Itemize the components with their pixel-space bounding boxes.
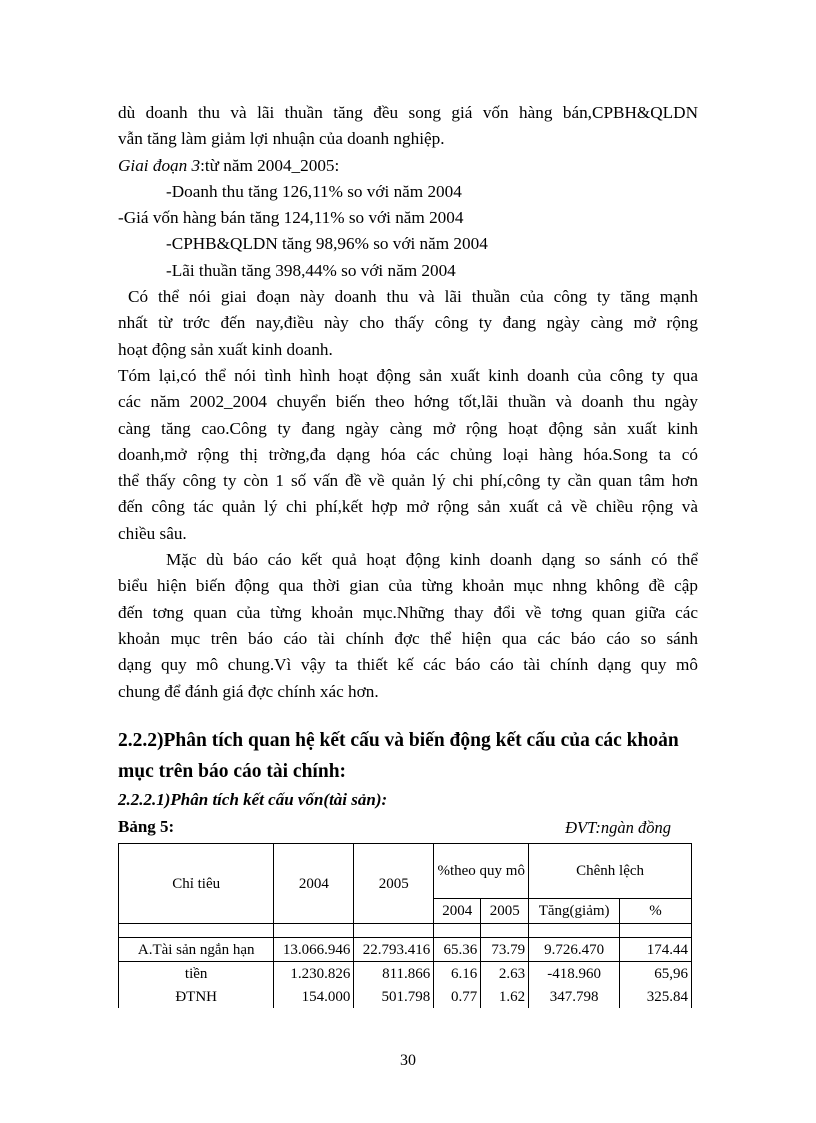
asset-structure-table (118, 843, 692, 1008)
page-number: 30 (400, 1052, 416, 1069)
stage3-item: -Lãi thuần tăng 398,44% so với năm 2004 (166, 260, 456, 280)
stage3-heading (118, 153, 698, 179)
text-line: càng tăng cao.Công ty đang ngày càng mở rộng hoạt động sản xuất kinh (118, 418, 698, 438)
subheader-change: Tăng(giảm) (529, 899, 620, 924)
stage3-item: -Giá vốn hàng bán tăng 124,11% so với năm 2004 (118, 208, 464, 228)
row-scale-2004: 65.36 (434, 938, 481, 962)
section-heading-line: 2.2.2)Phân tích quan hệ kết cấu và biến động kết cấu của các khoản (118, 730, 679, 751)
header-2005: 2005 (354, 844, 434, 924)
text-line: đến công tác quản lý chi phí,kết hợp mở rộng sản xuất cả về chiều rộng và (118, 497, 698, 517)
subheader-percent: % (620, 899, 692, 924)
text-line: nhất từ trớc đến nay,điều này cho thấy công ty đang ngày càng mở rộng (118, 313, 698, 333)
stage3-label: Giai đoạn 3 (118, 155, 201, 175)
row-value-2005: 811.866 (354, 962, 434, 986)
subheader-2005: 2005 (481, 899, 529, 924)
subsection-heading: 2.2.2.1)Phân tích kết cấu vốn(tài sản): (118, 790, 388, 809)
subheader-2004: 2004 (434, 899, 481, 924)
section-heading (118, 725, 703, 787)
text-line: hoạt động sản xuất kinh doanh. (118, 339, 333, 359)
table-spacer-row (119, 924, 692, 938)
header-2004: 2004 (274, 844, 354, 924)
row-name: ĐTNH (119, 985, 274, 1008)
table-row (119, 962, 692, 986)
row-scale-2004: 0.77 (434, 985, 481, 1008)
header-scale: %theo quy mô (434, 844, 529, 899)
header-indicator: Chỉ tiêu (119, 844, 274, 924)
row-value-2004: 154.000 (274, 985, 354, 1008)
row-value-2004: 13.066.946 (274, 938, 354, 962)
row-name: A.Tài sản ngắn hạn (119, 938, 274, 962)
row-change: -418.960 (529, 962, 620, 986)
row-percent: 174.44 (620, 938, 692, 962)
text-line: Có thể nói giai đoạn này doanh thu và lãi thuần của công ty tăng mạnh (128, 287, 698, 307)
text-line: Tóm lại,có thể nói tình hình hoạt động sản xuất kinh doanh của công ty qua (118, 365, 698, 385)
text-line: biểu hiện biến động qua thời gian của từng khoản mục nhng không đề cập (118, 576, 698, 596)
text-line: khoản mục trên báo cáo tài chính đợc thể hiện qua các báo cáo so sánh (118, 628, 698, 648)
text-line: chung để đánh giá đợc chính xác hơn. (118, 681, 379, 701)
row-change: 347.798 (529, 985, 620, 1008)
text-line: vẫn tăng làm giảm lợi nhuận của doanh nghiệp. (118, 129, 445, 149)
table-title: Bảng 5: (118, 817, 175, 836)
row-value-2004: 1.230.826 (274, 962, 354, 986)
text-line: thể thấy công ty còn 1 số vấn đề về quản lý chi phí,công ty cần quan tâm hơn (118, 471, 698, 491)
table-header-row (119, 844, 692, 899)
header-difference: Chênh lệch (529, 844, 692, 899)
table-unit: ĐVT:ngàn đồng (565, 818, 671, 837)
table-row (119, 985, 692, 1008)
row-name: tiền (119, 962, 274, 986)
row-scale-2005: 1.62 (481, 985, 529, 1008)
text-line: doanh,mở rộng thị trờng,đa dạng hóa các chủng loại hàng hóa.Song ta có (118, 444, 698, 464)
text-line: Mặc dù báo cáo kết quả hoạt động kinh doanh dạng so sánh có thể (166, 550, 698, 570)
text-line: đến tơng quan của từng khoản mục.Những thay đổi về tơng quan giữa các (118, 602, 698, 622)
text-line: dạng quy mô chung.Vì vậy ta thiết kế các báo cáo tài chính dạng quy mô (118, 655, 698, 675)
text-line: dù doanh thu và lãi thuần tăng đều song giá vốn hàng bán,CPBH&QLDN (118, 103, 698, 122)
row-value-2005: 501.798 (354, 985, 434, 1008)
intro-paragraph (118, 100, 698, 705)
row-scale-2004: 6.16 (434, 962, 481, 986)
row-scale-2005: 2.63 (481, 962, 529, 986)
row-value-2005: 22.793.416 (354, 938, 434, 962)
row-change: 9.726.470 (529, 938, 620, 962)
row-scale-2005: 73.79 (481, 938, 529, 962)
row-percent: 325.84 (620, 985, 692, 1008)
row-percent: 65,96 (620, 962, 692, 986)
section-heading-line: mục trên báo cáo tài chính: (118, 761, 347, 782)
table-row (119, 938, 692, 962)
stage3-rest: :từ năm 2004_2005: (200, 155, 340, 175)
text-line: chiều sâu. (118, 523, 187, 543)
text-line: các năm 2002_2004 chuyển biến theo hớng tốt,lãi thuần và doanh thu ngày (118, 392, 698, 412)
stage3-item: -CPHB&QLDN tăng 98,96% so với năm 2004 (166, 234, 488, 254)
stage3-item: -Doanh thu tăng 126,11% so với năm 2004 (166, 181, 462, 201)
